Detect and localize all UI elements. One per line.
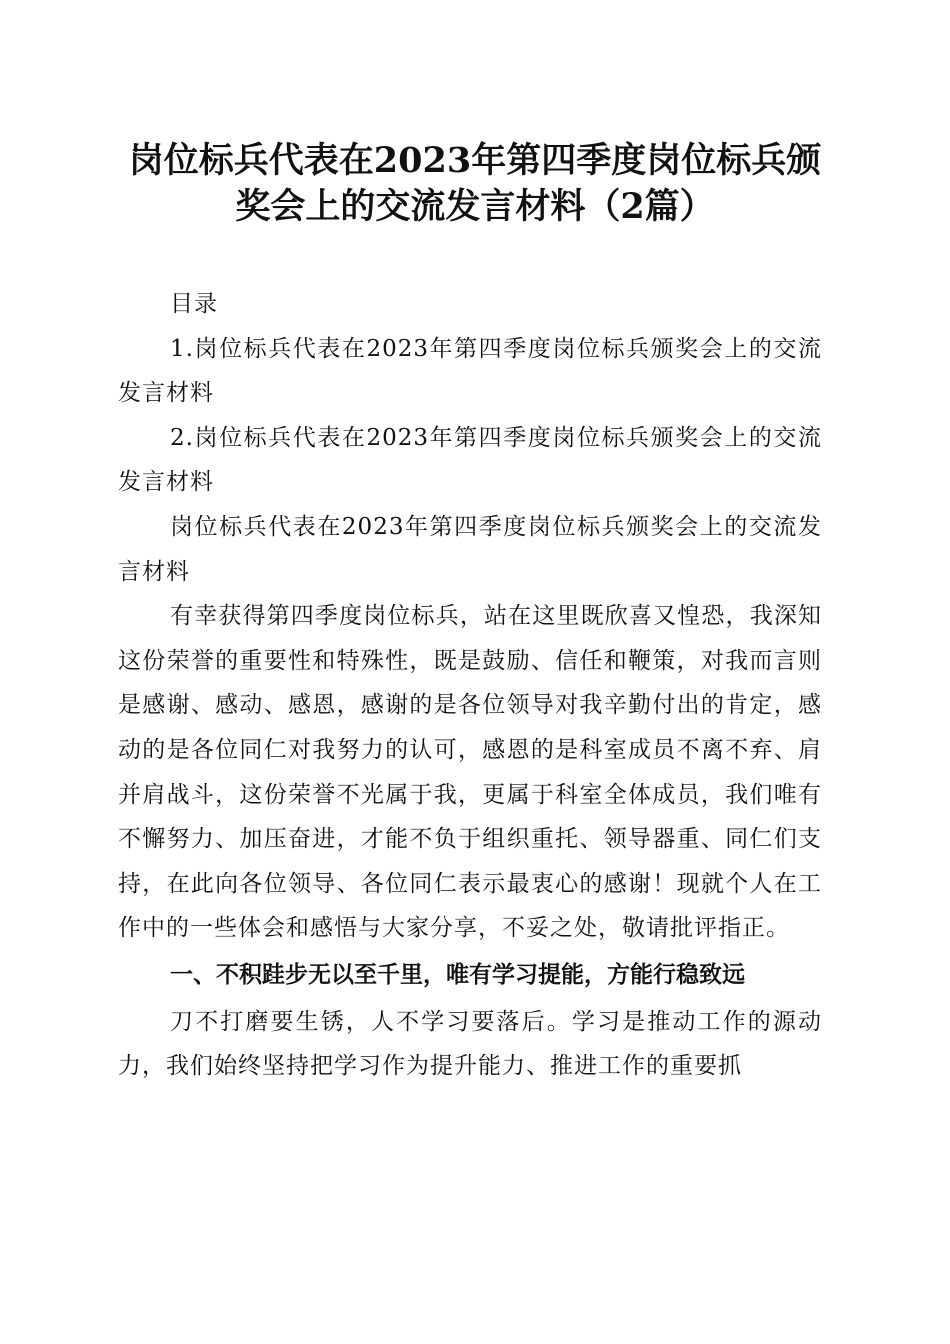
toc-label: 目录	[170, 291, 218, 317]
title-line-2: 奖会上的交流发言材料（2篇）	[235, 186, 715, 227]
heading-1: 一、不积跬步无以至千里，唯有学习提能，方能行稳致远	[170, 961, 745, 988]
section-title: 岗位标兵代表在2023年第四季度岗位标兵颁奖会上的交流发言材料	[118, 513, 822, 585]
intro-paragraph: 有幸获得第四季度岗位标兵，站在这里既欣喜又惶恐，我深知这份荣誉的重要性和特殊性，既是鼓励、信任和鞭策，对我而言则是感谢、感动、感恩，感谢的是各位领导对我辛勤付出的肯定，感动的是各位同仁对我努力的认可，感恩的是科室成员不离不弃、肩并肩战斗，这份荣誉不光属于我，更属于科室全体成员，我们唯有不懈努力、加压奋进，才能不负于组织重托、领导器重、同仁们支持，在此向各位领导、各位同仁表示最衷心的感谢！现就个人在工作中的一些体会和感悟与大家分享，不妥之处，敬请批评指正。	[118, 603, 822, 942]
toc-item-1: 1.岗位标兵代表在2023年第四季度岗位标兵颁奖会上的交流发言材料	[118, 335, 822, 407]
toc-item-2: 2.岗位标兵代表在2023年第四季度岗位标兵颁奖会上的交流发言材料	[118, 424, 822, 496]
title-line-1: 岗位标兵代表在2023年第四季度岗位标兵颁	[128, 140, 822, 181]
paragraph-2: 刀不打磨要生锈，人不学习要落后。学习是推动工作的源动力，我们始终坚持把学习作为提升能力、推进工作的重要抓	[118, 1008, 822, 1080]
document-title	[100, 138, 850, 230]
document-body	[118, 282, 822, 1089]
